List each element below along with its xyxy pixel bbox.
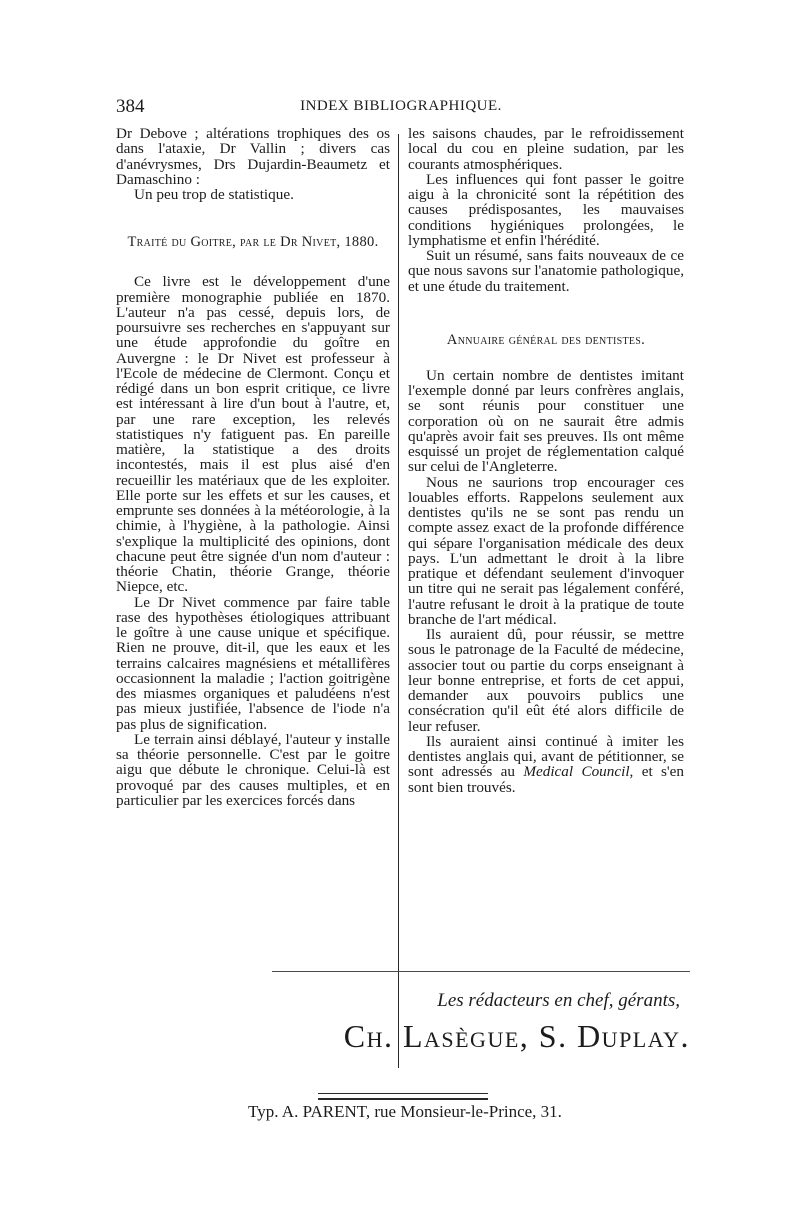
page-header xyxy=(116,96,686,120)
paragraph: les saisons chaudes, par le refroidissement local du cou en pleine sudation, par les courants atmosphériques. xyxy=(408,125,684,173)
editors-names: Ch. Lasègue, S. Duplay. xyxy=(343,1018,690,1054)
last-paragraph xyxy=(408,734,684,795)
editors-label: Les rédacteurs en chef, gérants, xyxy=(437,990,680,1011)
printer-imprint: Typ. A. PARENT, rue Monsieur-le-Prince, 31. xyxy=(248,1102,562,1121)
paragraph: Un certain nombre de dentistes imitant l'exemple donné par leurs confrères anglais, se sont réunis pour constituer une corporation où on ne saurait être admis qu'après avoir fait ses preuves. Ils ont même esquissé un projet de réglementation calqué sur celui de l'Angleterre. xyxy=(408,366,684,476)
medical-council-title: Medical Council xyxy=(523,763,630,781)
column-divider xyxy=(398,134,399,1068)
section-title-goitre: Traité du Goitre, par le Dr Nivet, 1880. xyxy=(127,234,379,251)
intro-paragraph: Dr Debove ; altérations trophiques des os dans l'ataxie, Dr Vallin ; divers cas d'anévrysmes, Drs Dujardin-Beaumetz et Damaschino : xyxy=(116,125,390,188)
section-title-dentistes: Annuaire général des dentistes. xyxy=(446,331,646,348)
paragraph: Le Dr Nivet commence par faire table rase des hypothèses étiologiques attribuant le goître à une cause unique et spécifique. Rien ne prouve, dit-il, que les eaux et les terrains calcaires magnésiens et métallifères occasionnent la maladie ; l'action goitrigène des miasmes organiques et paludéens n'est pas mieux justifiée, l'absence de l'iode n'a pas plus de signification. xyxy=(116,593,390,733)
intro-line: Un peu trop de statistique. xyxy=(134,186,294,203)
paragraph: Le terrain ainsi déblayé, l'auteur y installe sa théorie personnelle. C'est par le goitre aigu que débute le chronique. Celui-là est provoqué par des causes multiples, et en particulier par les exercices forcés dans xyxy=(116,730,390,809)
printer-rule xyxy=(318,1093,488,1100)
left-column xyxy=(116,126,390,808)
right-column xyxy=(408,126,684,795)
two-column-body xyxy=(116,126,686,936)
running-head: INDEX BIBLIOGRAPHIQUE. xyxy=(300,98,502,114)
last-paragraph-end: , et s'en sont bien trouvés. xyxy=(408,763,684,796)
paragraph: Nous ne saurions trop encourager ces louables efforts. Rappelons seulement aux dentistes qu'ils ne se sont pas rendu un compte assez exact de la profonde différence qui sépare l'organisation médicale des deux pays. L'un admettant le droit à la libre pratique et défendant seulement d'invoquer un titre qui ne serait pas légalement conféré, l'autre refusant le droit à la pratique de toute branche de l'art médical. xyxy=(408,473,684,628)
last-paragraph-start: Ils auraient ainsi continué à imiter les dentistes anglais qui, avant de pétitionner, se sont adressés au xyxy=(408,732,684,781)
paragraph: Ce livre est le développement d'une première monographie publiée en 1870. L'auteur n'a pas cessé, depuis lors, de poursuivre ses recherches en s'appuyant sur une étude approfondie du goître en Auvergne : le Dr Nivet est professeur à l'Ecole de médecine de Clermont. Conçu et rédigé dans un bon esprit critique, ce livre est intéressant à lire d'un bout à l'autre, et, par une rare exception, les relevés statistiques n'y fatiguent pas. En pareille matière, la statistique a des droits incontestés, mais il est plus aisé d'en recueillir les matériaux que de les exploiter. Elle porte sur les effets et sur les causes, et emprunte ses données à la météorologie, à la chimie, à l'hygiène, à la pathologie. Ainsi s'explique la multiplicité des opinions, dont chacune peut être signée d'un nom d'auteur : théorie Chatin, théorie Grange, théorie Niepce, etc. xyxy=(116,273,390,596)
footer-rule xyxy=(272,971,690,972)
paragraph: Les influences qui font passer le goitre aigu à la chronicité sont la répétition des causes prédisposantes, les mauvaises conditions hygiéniques prolongées, le lymphatisme et enfin l'hérédité. xyxy=(408,170,684,249)
paragraph: Suit un résumé, sans faits nouveaux de ce que nous savons sur l'anatomie pathologique, et une étude du traitement. xyxy=(408,247,684,295)
paragraph: Ils auraient dû, pour réussir, se mettre sous le patronage de la Faculté de médecine, associer tout ou partie du corps enseignant à leur bonne entreprise, et forts de cet appui, demander aux pouvoirs publics une consécration qu'il eût été alors difficile de leur refuser. xyxy=(408,626,684,735)
page-number: 384 xyxy=(116,96,145,117)
